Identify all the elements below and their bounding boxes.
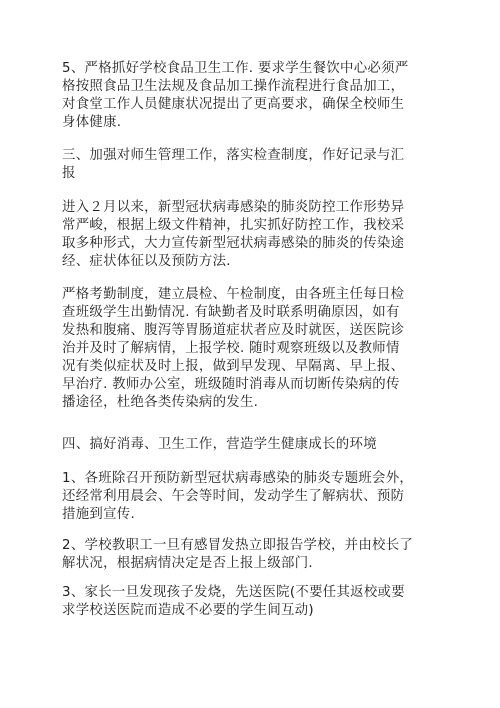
text-line: 播途径，杜绝各类传染病的发生. — [62, 395, 259, 410]
text-line: 格按照食品卫生法规及食品加工操作流程进行食品加工， — [62, 79, 405, 94]
text-line: 取多种形式，大力宣传新型冠状病毒感染的肺炎的传染途 — [62, 236, 405, 251]
text-line: 治并及时了解病情，上报学校. 随时观察班级以及教师情 — [62, 341, 400, 356]
text-line: 严格考勤制度，建立晨检、午检制度，由各班主任每日检 — [62, 287, 405, 302]
paragraph-item-1 — [62, 470, 438, 524]
text-line: 措施到宣传. — [62, 507, 136, 522]
text-line: 身体健康. — [62, 115, 122, 130]
paragraph-body-1 — [62, 199, 438, 271]
text-line: 3、家长一旦发现孩子发烧，先送医院(不要任其返校或要 — [62, 585, 405, 600]
text-line: 常严峻，根据上级文件精神，扎实抓好防控工作，我校采 — [62, 218, 405, 233]
section-heading-3 — [62, 147, 438, 183]
text-line: 2、学校教职工一旦有感冒发热立即报告学校，并由校长了 — [62, 538, 414, 553]
text-line: 早治疗. 教师办公室，班级随时消毒从而切断传染病的传 — [62, 377, 400, 392]
text-line: 5、严格抓好学校食品卫生工作. 要求学生餐饮中心必须严 — [62, 61, 409, 76]
paragraph-item-2 — [62, 537, 438, 573]
text-line: 况有类似症状及时上报，做到早发现、早隔离、早上报、 — [62, 359, 405, 374]
text-line: 四、搞好消毒、卫生工作，营造学生健康成长的环境 — [62, 437, 377, 452]
text-line: 报 — [62, 166, 76, 181]
text-line: 查班级学生出勤情况. 有缺勤者及时联系明确原因，如有 — [62, 305, 400, 320]
text-line: 还经常利用晨会、午会等时间，发动学生了解病状、预防 — [62, 489, 405, 504]
paragraph-item-5 — [62, 60, 438, 132]
paragraph-body-2 — [62, 286, 438, 412]
text-line: 发热和腹痛、腹泻等胃肠道症状者应及时就医，送医院诊 — [62, 323, 405, 338]
text-line: 经、症状体征以及预防方法. — [62, 254, 231, 269]
paragraph-item-3 — [62, 584, 438, 620]
text-line: 对食堂工作人员健康状况提出了更高要求，确保全校师生 — [62, 97, 405, 112]
text-line: 1、各班除召开预防新型冠状病毒感染的肺炎专题班会外， — [62, 471, 414, 486]
text-line: 进入２月以来，新型冠状病毒感染的肺炎防控工作形势异 — [62, 200, 405, 215]
text-line: 解状况，根据病情决定是否上报上级部门. — [62, 556, 313, 571]
section-heading-4 — [62, 436, 438, 454]
text-line: 求学校送医院而造成不必要的学生间互动) — [62, 603, 314, 618]
text-line: 三、加强对师生管理工作，落实检查制度，作好记录与汇 — [62, 148, 405, 163]
